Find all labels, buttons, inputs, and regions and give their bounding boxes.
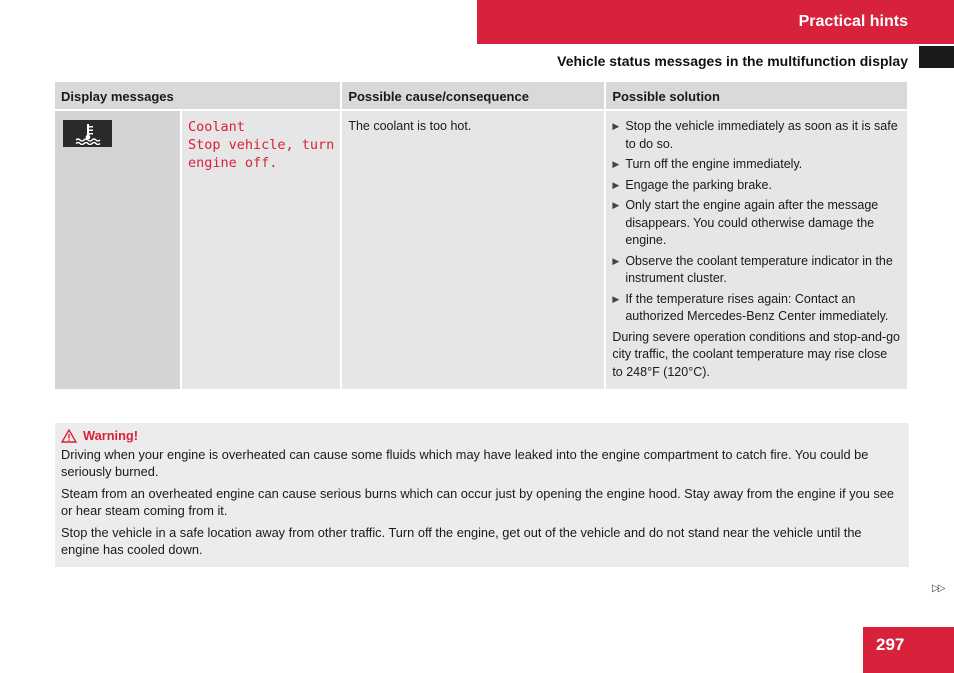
list-item: ▶ Only start the engine again after the message disappears. You could otherwise damage the engine. (612, 198, 879, 247)
list-item: ▶ Engage the parking brake. (612, 177, 901, 195)
icon-cell (55, 110, 181, 389)
list-item: ▶ Observe the coolant temperature indicator in the instrument cluster. (612, 253, 893, 285)
cause-text: The coolant is too hot. (348, 119, 472, 133)
cause-cell (341, 110, 605, 389)
warning-heading (61, 427, 903, 445)
section-title-bar (477, 0, 954, 44)
solution-note: During severe operation conditions and stop-and-go city traffic, the coolant temperature may rise close to 248°F (120°C). (612, 329, 900, 379)
warning-box (55, 423, 909, 567)
bullet-arrow-icon: ▶ (612, 179, 620, 190)
warning-paragraph: Steam from an overheated engine can cause serious burns which can occur just by opening the engine hood. Stay away from the engine if you see or hear steam coming from it. (61, 485, 895, 518)
bullet-arrow-icon: ▶ (612, 293, 620, 304)
bullet-arrow-icon: ▶ (612, 200, 620, 210)
coolant-temperature-icon (63, 120, 112, 147)
bullet-arrow-icon: ▶ (612, 121, 620, 131)
col-header-display: Display messages (55, 82, 341, 110)
display-message-text: Coolant Stop vehicle, turn engine off. (188, 119, 335, 171)
warning-title: Warning! (83, 428, 138, 443)
continue-arrow-icon: ▷▷ (932, 583, 944, 594)
bullet-arrow-icon: ▶ (612, 159, 620, 169)
chapter-tab (919, 46, 954, 68)
page-subtitle: Vehicle status messages in the multifunction display (557, 53, 908, 69)
list-item: ▶ Stop the vehicle immediately as soon as it is safe to do so. (612, 119, 898, 151)
section-title: Practical hints (798, 13, 908, 30)
warning-paragraph: Driving when your engine is overheated can cause some fluids which may have leaked into the engine compartment to catch fire. You could be seriously burned. (61, 446, 869, 479)
warning-triangle-icon (61, 429, 77, 443)
page-number-badge (863, 627, 954, 673)
page-number: 297 (876, 635, 905, 654)
solution-cell (605, 110, 908, 389)
list-item: ▶ Turn off the engine immediately. (612, 156, 901, 174)
display-message-cell (181, 110, 341, 389)
col-header-cause: Possible cause/consequence (341, 82, 605, 110)
list-item: ▶ If the temperature rises again: Contact an authorized Mercedes-Benz Center immediately. (612, 291, 889, 323)
warning-paragraph: Stop the vehicle in a safe location away from other traffic. Turn off the engine, get out of the vehicle and do not stand near the vehicle until the engine has cooled down. (61, 524, 862, 557)
table-row (55, 110, 908, 389)
col-header-solution: Possible solution (605, 82, 908, 110)
bullet-arrow-icon: ▶ (612, 255, 620, 266)
status-message-table (55, 82, 909, 389)
